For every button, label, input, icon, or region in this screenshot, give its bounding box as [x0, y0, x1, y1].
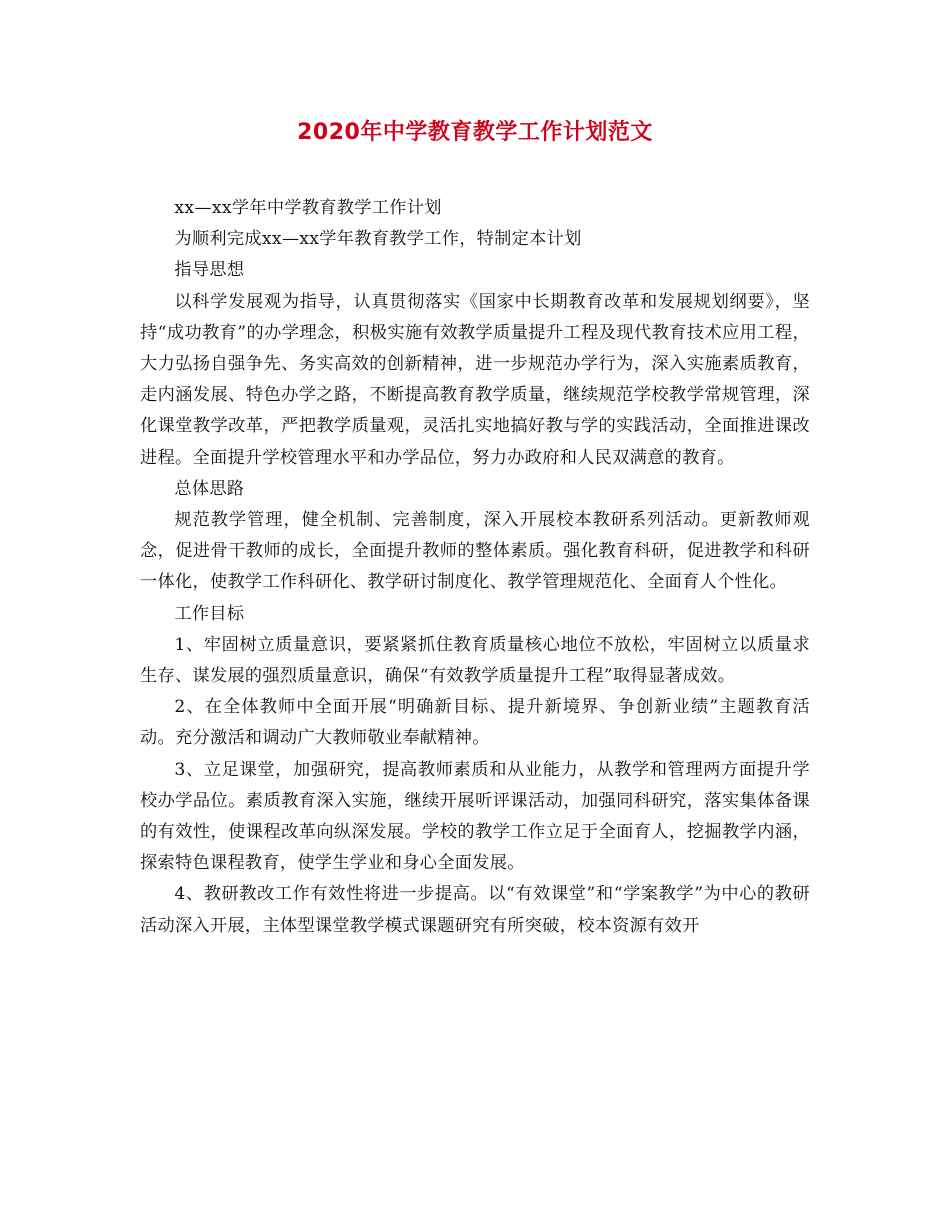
goal-item-4: 4、教研教改工作有效性将进一步提高。以“有效课堂”和“学案教学”为中心的教研活动深入开展，主体型课堂教学模式课题研究有所突破，校本资源有效开 — [140, 884, 810, 936]
plan-heading: xx—xx学年中学教育教学工作计划 — [174, 198, 442, 218]
document-body — [140, 193, 810, 942]
section-heading-work-goals: 工作目标 — [174, 603, 245, 624]
goal-item-3: 3、立足课堂，加强研究，提高教师素质和从业能力，从教学和管理两方面提升学校办学品位。素质教育深入实施，继续开展听评课活动，加强同科研究，落实集体备课的有效性，使课程改革向纵深发展。学校的教学工作立足于全面育人，挖掘教学内涵，探索特色课程教育，使学生学业和身心全面发展。 — [140, 759, 810, 874]
goal-item-2: 2、在全体教师中全面开展“明确新目标、提升新境界、争创新业绩”主题教育活动。充分激活和调动广大教师敬业奉献精神。 — [140, 697, 810, 749]
paragraph-guiding-thought: 以科学发展观为指导，认真贯彻落实《国家中长期教育改革和发展规划纲要》，坚持“成功教育”的办学理念，积极实施有效教学质量提升工程及现代教育技术应用工程，大力弘扬自强争先、务实高效的创新精神，进一步规范办学行为，深入实施素质教育，走内涵发展、特色办学之路，不断提高教育教学质量，继续规范学校教学常规管理，深化课堂教学改革，严把教学质量观，灵活扎实地搞好教与学的实践活动，全面推进课改进程。全面提升学校管理水平和办学品位，努力办政府和人民双满意的教育。 — [140, 291, 810, 468]
goal-item-1: 1、牢固树立质量意识，要紧紧抓住教育质量核心地位不放松，牢固树立以质量求生存、谋发展的强烈质量意识，确保“有效教学质量提升工程”取得显著成效。 — [140, 634, 810, 687]
plan-intro: 为顺利完成xx—xx学年教育教学工作，特制定本计划 — [174, 229, 582, 250]
document-title: 2020年中学教育教学工作计划范文 — [297, 120, 653, 145]
section-heading-overall-approach: 总体思路 — [174, 478, 245, 499]
section-heading-guiding-thought: 指导思想 — [174, 260, 245, 281]
paragraph-overall-approach: 规范教学管理，健全机制、完善制度，深入开展校本教研系列活动。更新教师观念，促进骨干教师的成长，全面提升教师的整体素质。强化教育科研，促进教学和科研一体化，使教学工作科研化、教学研讨制度化、教学管理规范化、全面育人个性化。 — [140, 510, 810, 593]
